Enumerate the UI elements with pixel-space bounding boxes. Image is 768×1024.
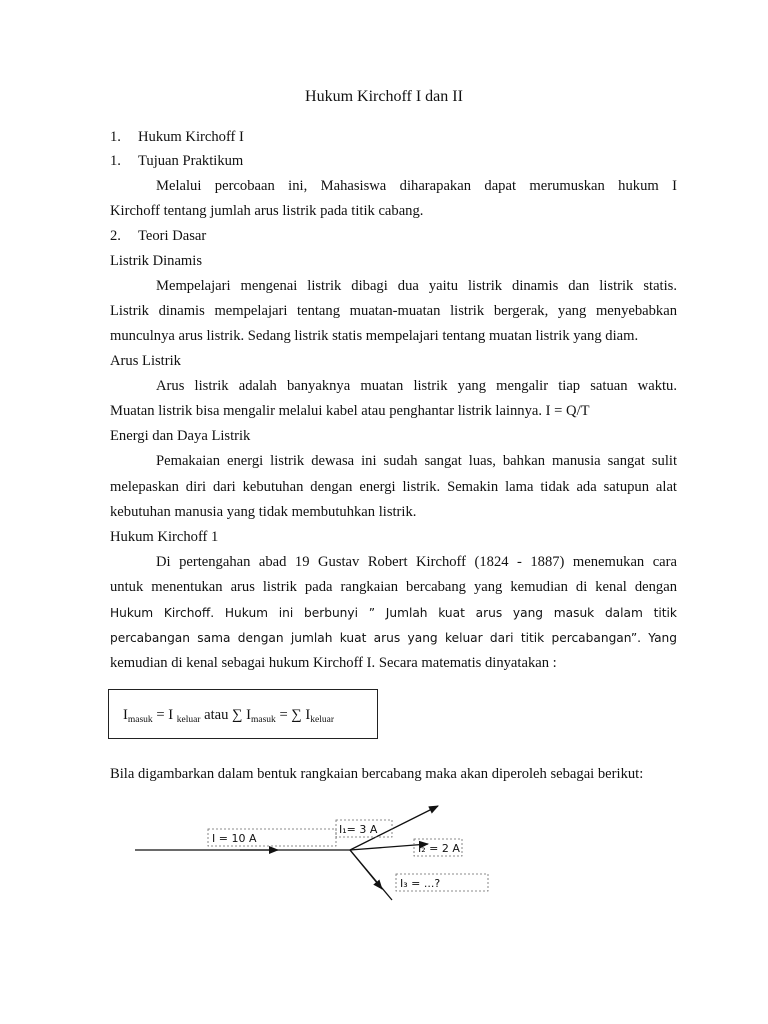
formula-part: atau ∑ I [200, 707, 251, 723]
label-i1: I₁= 3 A [339, 823, 378, 836]
paragraph-line: munculnya arus listrik. Sedang listrik statis mempelajari tentang muatan listrik yang diam. [110, 328, 639, 344]
subsection-heading-teori: Teori Dasar [138, 228, 207, 244]
branch-2-arrow [350, 844, 428, 850]
paragraph-line: kebutuhan manusia yang tidak membutuhkan listrik. [110, 504, 417, 520]
page-title: Hukum Kirchoff I dan II [305, 88, 463, 105]
paragraph-line: Bila digambarkan dalam bentuk rangkaian bercabang maka akan diperoleh sebagai berikut: [110, 766, 644, 782]
paragraph-line: Kirchoff tentang jumlah arus listrik pada titik cabang. [110, 203, 424, 219]
subsection-number-2: 2. [110, 228, 121, 244]
section-heading-hukum-kirchoff: Hukum Kirchoff I [138, 129, 244, 145]
paragraph-line: Mempelajari mengenai listrik dibagi dua yaitu listrik dinamis dan listrik statis. [156, 278, 677, 294]
paragraph-line: Muatan listrik bisa mengalir melalui kabel atau penghantar listrik lainnya. I = Q/T [110, 403, 590, 419]
formula-box [108, 689, 378, 739]
label-i-in: I = 10 A [212, 832, 257, 845]
section-number-1: 1. [110, 129, 121, 145]
formula-subscript: masuk [127, 715, 153, 725]
heading-listrik-dinamis: Listrik Dinamis [110, 253, 203, 269]
paragraph-line: Listrik dinamis mempelajari tentang muatan-muatan listrik bergerak, yang menyebabkan [110, 303, 677, 319]
subsection-number-1: 1. [110, 153, 121, 169]
formula-subscript: masuk [251, 715, 276, 725]
heading-energi-daya: Energi dan Daya Listrik [110, 428, 251, 444]
formula-kirchoff-1 [123, 707, 334, 725]
heading-hukum-kirchoff-1: Hukum Kirchoff 1 [110, 529, 219, 545]
subsection-heading-tujuan: Tujuan Praktikum [138, 153, 244, 169]
branch-3-arrow [350, 850, 382, 889]
branch-circuit-diagram [130, 800, 510, 910]
label-i2: I₂ = 2 A [418, 842, 460, 855]
paragraph-line: untuk menentukan arus listrik pada rangkaian bercabang yang kemudian di kenal dengan [110, 579, 677, 595]
formula-part: = I [152, 707, 177, 723]
paragraph-line: kemudian di kenal sebagai hukum Kirchoff I. Secara matematis dinyatakan : [110, 655, 557, 671]
paragraph-line: melepaskan diri dari kebutuhan dengan energi listrik. Semakin lama tidak ada satupun alat [110, 479, 677, 495]
label-i3: I₃ = ...? [400, 877, 441, 890]
formula-subscript: keluar [310, 715, 335, 725]
formula-subscript: keluar [176, 715, 201, 725]
paragraph-line: Arus listrik adalah banyaknya muatan listrik yang mengalir tiap satuan waktu. [156, 378, 677, 394]
paragraph-line: Hukum Kirchoff. Hukum ini berbunyi ” Jumlah kuat arus yang masuk dalam titik [110, 606, 677, 620]
formula-part: I [123, 707, 128, 723]
paragraph-line: Melalui percobaan ini, Mahasiswa diharapakan dapat merumuskan hukum I [156, 178, 677, 194]
paragraph-line: Di pertengahan abad 19 Gustav Robert Kirchoff (1824 - 1887) menemukan cara [156, 554, 677, 570]
paragraph-line: Pemakaian energi listrik dewasa ini sudah sangat luas, bahkan manusia sangat sulit [156, 453, 677, 469]
paragraph-line: percabangan sama dengan jumlah kuat arus yang keluar dari titik percabangan”. Yang [110, 631, 677, 645]
formula-part: = ∑ I [275, 707, 311, 723]
heading-arus-listrik: Arus Listrik [110, 353, 181, 369]
